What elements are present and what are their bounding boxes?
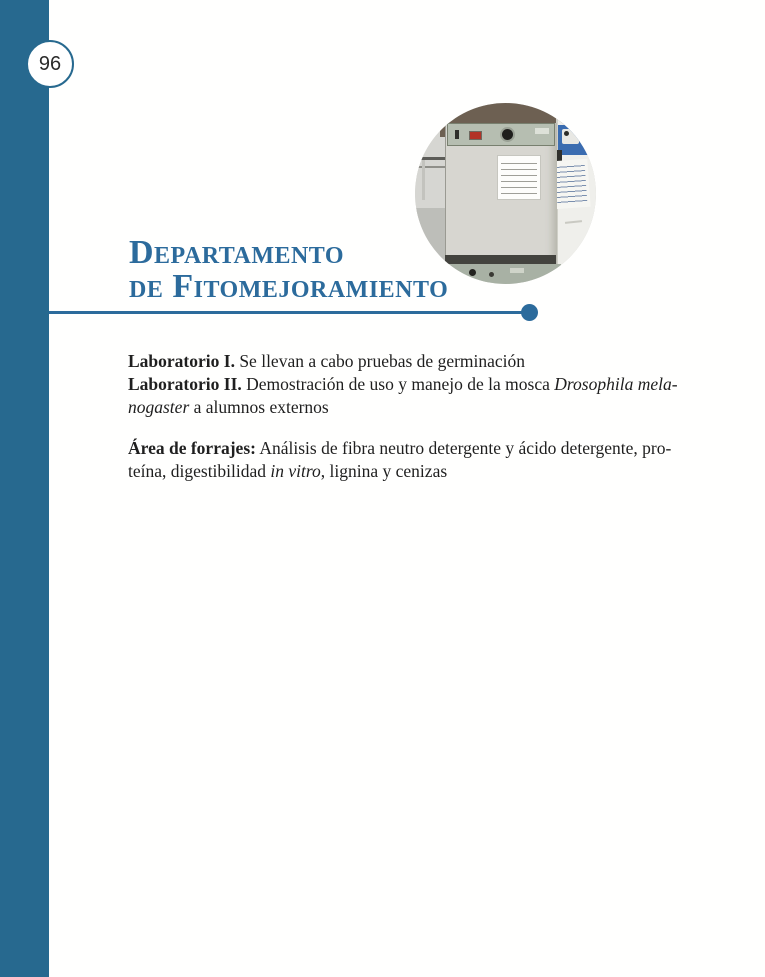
page-number: 96 [38,52,62,75]
text-run: in vitro [270,461,321,481]
left-margin-bar [0,0,49,977]
paragraph [128,437,680,483]
photo-door-bottom-band [445,255,556,264]
section-title-line1: Departamento [129,234,345,271]
photo-panel-knob [502,129,513,140]
photo-door-label [497,155,541,200]
section-title [129,236,448,304]
paragraph [128,350,680,419]
text-run: Laboratorio I. [128,351,235,371]
photo-bench-rail-2 [415,166,446,168]
photo-base-label [510,268,524,273]
photo-panel-label [535,128,549,134]
text-run: , lignina y cenizas [320,461,448,481]
photo-cabinet-sign [551,159,590,209]
photo-base-knob [469,269,476,276]
photo-panel-led-display [469,131,482,140]
text-run: nogaster [128,397,190,417]
body-text [128,350,680,483]
text-run: Demostración de uso y manejo de la mosca [241,374,555,394]
page-number-badge [26,40,74,88]
title-divider-dot [521,304,538,321]
text-run: Área de forrajes: [128,438,256,458]
text-line [128,460,680,483]
photo-bench-rail [415,157,448,160]
photo-socket-dot [564,131,569,136]
photo-bench-post [422,160,425,200]
text-run: a alumnos externos [189,397,329,417]
photo-incubator-control-panel [447,123,555,146]
text-run: Se llevan a cabo pruebas de germinación [234,351,526,371]
text-line [128,396,680,419]
title-divider-rule [49,311,522,314]
text-run: Drosophila mela- [554,374,678,394]
text-line [128,437,680,460]
text-run: Análisis de fibra neutro detergente y ácido detergente, pro- [255,438,672,458]
photo-base-knob-2 [489,272,494,277]
photo-panel-switch [455,130,459,139]
text-line [128,373,680,396]
text-line [128,350,680,373]
section-title-line2: de Fitomejoramiento [129,268,449,305]
photo-incubator-base [442,264,561,284]
text-run: teína, digestibilidad [128,461,271,481]
text-run: Laboratorio II. [128,374,242,394]
